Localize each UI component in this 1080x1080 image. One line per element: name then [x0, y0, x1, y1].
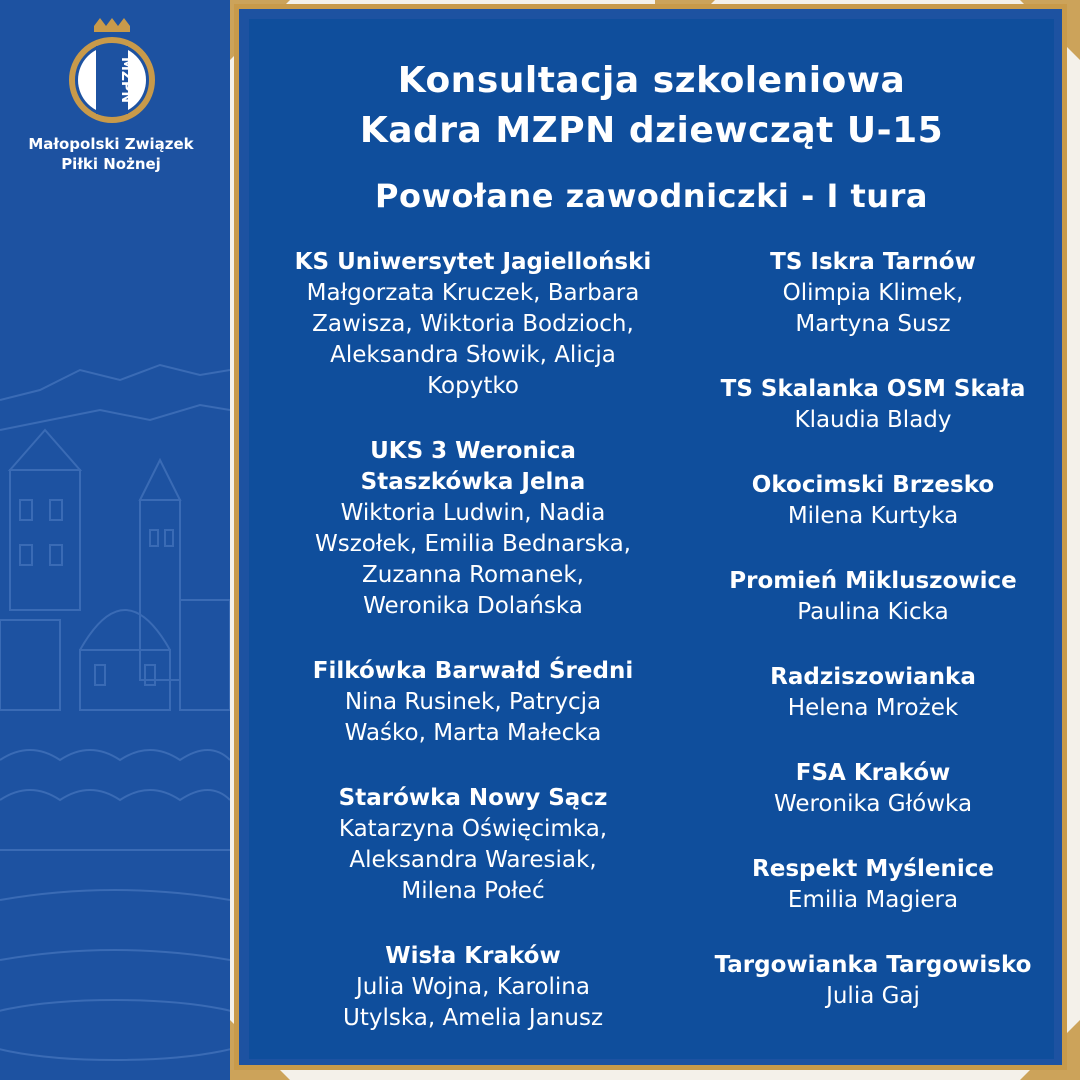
- player-line: Julia Gaj: [826, 983, 920, 1009]
- club-name-line2: Staszkówka Jelna: [360, 469, 586, 495]
- sidebar: [0, 0, 230, 1080]
- club-block: [255, 247, 691, 402]
- player-line: Utylska, Amelia Janusz: [342, 1005, 604, 1031]
- content-panel-inner: [249, 19, 1054, 1059]
- player-line: Milena Połeć: [401, 878, 545, 904]
- club-name: Filkówka Barwałd Średni: [312, 658, 634, 684]
- player-line: Weronika Główka: [773, 791, 973, 817]
- club-name: TS Skalanka OSM Skała: [720, 376, 1026, 402]
- svg-text:MZPN: MZPN: [118, 56, 134, 104]
- player-line: Aleksandra Słowik, Alicja: [330, 342, 616, 368]
- player-line: Helena Mrożek: [787, 695, 959, 721]
- club-block: [665, 374, 1080, 436]
- club-name: Radziszowianka: [770, 664, 976, 690]
- player-line: Wiktoria Ludwin, Nadia: [340, 500, 606, 526]
- club-name: KS Uniwersytet Jagielloński: [294, 249, 652, 275]
- title-line1: Konsultacja szkoleniowa: [397, 60, 906, 101]
- club-name: Respekt Myślenice: [752, 856, 994, 882]
- club-block: [665, 950, 1080, 1012]
- club-name: FSA Kraków: [795, 760, 951, 786]
- player-line: Zuzanna Romanek,: [362, 562, 584, 588]
- player-line: Katarzyna Oświęcimka,: [338, 816, 608, 842]
- organization-name-line1: Małopolski Związek: [28, 135, 194, 153]
- club-name: TS Iskra Tarnów: [770, 249, 976, 275]
- club-block: [255, 656, 691, 749]
- player-line: Klaudia Blady: [794, 407, 952, 433]
- content-panel: [234, 4, 1067, 1070]
- player-line: Weronika Dolańska: [363, 593, 583, 619]
- subtitle: Powołane zawodniczki - I tura: [375, 177, 928, 215]
- player-line: Milena Kurtyka: [787, 503, 959, 529]
- player-line: Zawisza, Wiktoria Bodzioch,: [312, 311, 634, 337]
- left-column: [255, 247, 691, 1068]
- club-name: Promień Mikluszowice: [729, 568, 1017, 594]
- player-line: Emilia Magiera: [787, 887, 959, 913]
- club-block: [665, 470, 1080, 532]
- organization-name-line2: Piłki Nożnej: [61, 155, 161, 173]
- club-name: Wisła Kraków: [385, 943, 561, 969]
- club-name: Targowianka Targowisko: [714, 952, 1032, 978]
- player-line: Martyna Susz: [795, 311, 951, 337]
- organization-name: [0, 134, 222, 174]
- player-line: Olimpia Klimek,: [782, 280, 964, 306]
- club-block: [255, 941, 691, 1034]
- right-column: [665, 247, 1080, 1046]
- club-name: Okocimski Brzesko: [751, 472, 995, 498]
- player-line: Paulina Kicka: [797, 599, 949, 625]
- club-block: [665, 758, 1080, 820]
- player-line: Kopytko: [427, 373, 519, 399]
- player-line: Waśko, Marta Małecka: [344, 720, 602, 746]
- player-line: Wszołek, Emilia Bednarska,: [315, 531, 631, 557]
- club-block: [665, 566, 1080, 628]
- club-block: [665, 247, 1080, 340]
- club-block: [255, 436, 691, 622]
- club-block: [665, 662, 1080, 724]
- player-line: Małgorzata Kruczek, Barbara: [306, 280, 640, 306]
- club-name: UKS 3 Weronica: [370, 438, 576, 464]
- player-line: Nina Rusinek, Patrycja: [344, 689, 602, 715]
- player-line: Aleksandra Waresiak,: [349, 847, 597, 873]
- club-block: [665, 854, 1080, 916]
- player-line: Julia Wojna, Karolina: [356, 974, 590, 1000]
- title-line2: Kadra MZPN dziewcząt U-15: [359, 110, 944, 151]
- mzpn-logo: [64, 18, 160, 128]
- club-name: Starówka Nowy Sącz: [338, 785, 608, 811]
- club-block: [255, 783, 691, 907]
